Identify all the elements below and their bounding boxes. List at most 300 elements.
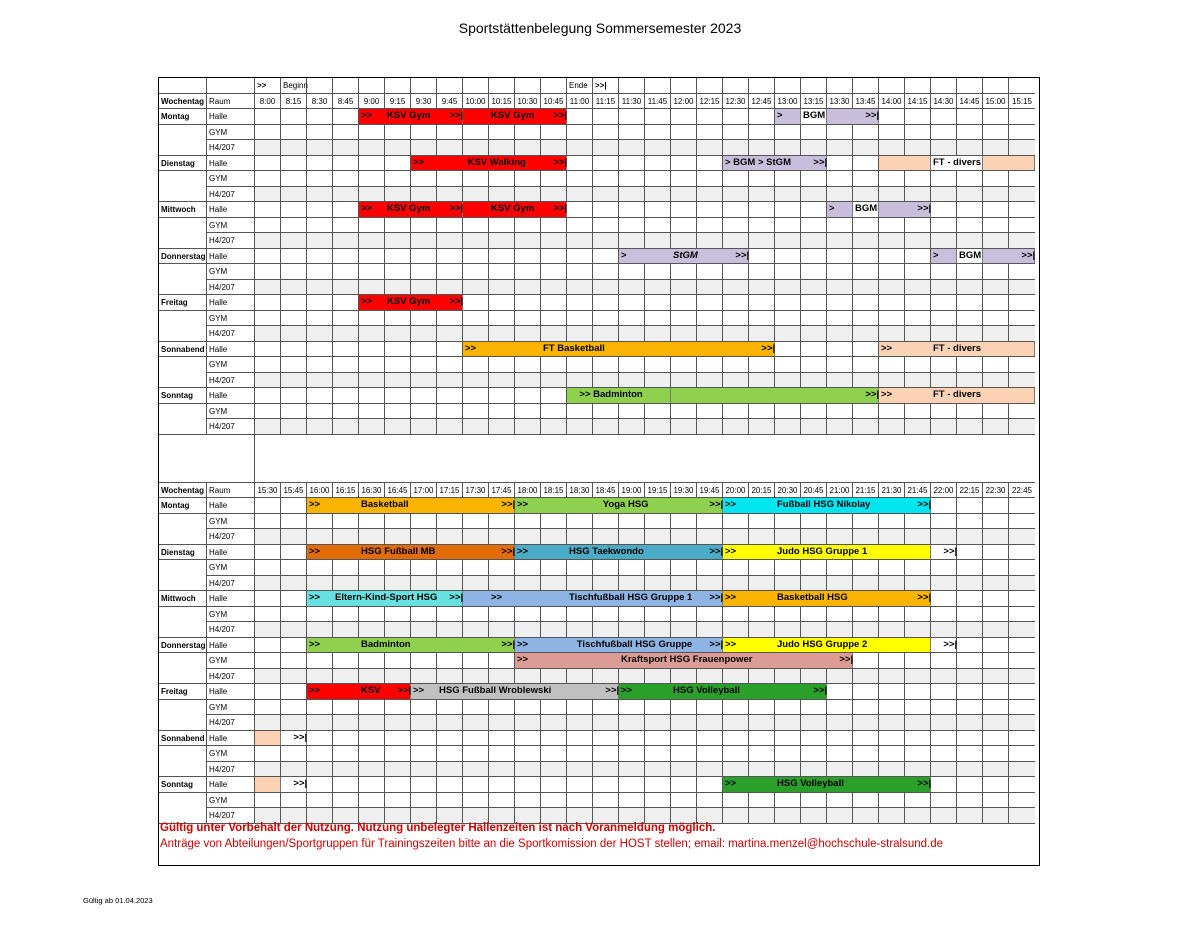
slot-cell — [281, 498, 307, 514]
slot-cell — [307, 156, 333, 172]
slot-cell — [489, 715, 515, 731]
slot-cell — [463, 560, 489, 576]
slot-cell — [411, 140, 437, 156]
room-label: H4/207 — [207, 715, 255, 731]
slot-cell — [1009, 545, 1035, 561]
slot-cell — [567, 140, 593, 156]
slot-cell — [619, 357, 645, 373]
time-header: 19:15 — [645, 483, 671, 499]
slot-cell — [723, 109, 749, 125]
slot-cell — [983, 545, 1009, 561]
slot-cell — [697, 125, 723, 141]
slot-cell — [619, 171, 645, 187]
slot-cell — [463, 576, 489, 592]
room-label: H4/207 — [207, 576, 255, 592]
slot-cell — [567, 700, 593, 716]
slot-cell — [645, 715, 671, 731]
slot-cell — [671, 560, 697, 576]
slot-cell — [281, 576, 307, 592]
slot-cell — [385, 762, 411, 778]
slot-cell — [827, 669, 853, 685]
slot-cell — [957, 808, 983, 824]
slot-cell — [879, 140, 905, 156]
slot-cell — [333, 357, 359, 373]
slot-cell — [645, 357, 671, 373]
slot-cell — [567, 156, 593, 172]
slot-cell — [983, 529, 1009, 545]
slot-cell — [359, 125, 385, 141]
slot-cell — [697, 700, 723, 716]
slot-cell — [879, 529, 905, 545]
slot-cell — [983, 233, 1009, 249]
slot-cell — [515, 171, 541, 187]
slot-cell — [489, 669, 515, 685]
slot-cell — [671, 171, 697, 187]
slot-cell — [879, 357, 905, 373]
slot-cell — [281, 545, 307, 561]
slot-cell — [827, 576, 853, 592]
booking-label: >>| — [917, 499, 932, 510]
slot-cell — [801, 715, 827, 731]
room-label: H4/207 — [207, 808, 255, 824]
slot-cell — [723, 762, 749, 778]
booking-block — [281, 731, 307, 746]
room-label: H4/207 — [207, 419, 255, 435]
slot-cell — [463, 715, 489, 731]
slot-cell — [723, 793, 749, 809]
slot-cell — [333, 762, 359, 778]
slot-cell — [541, 746, 567, 762]
time-header: 18:15 — [541, 483, 567, 499]
slot-cell — [619, 777, 645, 793]
slot-cell — [437, 218, 463, 234]
slot-cell — [827, 746, 853, 762]
time-header: 11:00 — [567, 94, 593, 110]
slot-cell — [515, 793, 541, 809]
slot-cell — [775, 731, 801, 747]
slot-cell — [931, 109, 957, 125]
booking-label: Basketball — [361, 499, 409, 510]
slot-cell — [645, 326, 671, 342]
time-column-cell — [749, 78, 775, 94]
slot-cell — [905, 109, 931, 125]
slot-cell — [905, 684, 931, 700]
booking-label: Kraftsport HSG Frauenpower — [621, 654, 753, 665]
time-header: 14:00 — [879, 94, 905, 110]
slot-cell — [541, 607, 567, 623]
slot-cell — [853, 280, 879, 296]
weekday-blank — [159, 576, 207, 592]
room-label: GYM — [207, 311, 255, 327]
slot-cell — [359, 731, 385, 747]
booking-label: >>| — [501, 638, 516, 650]
slot-cell — [307, 342, 333, 358]
slot-cell — [853, 808, 879, 824]
slot-cell — [515, 404, 541, 420]
slot-cell — [645, 404, 671, 420]
slot-cell — [437, 514, 463, 530]
weekday-blank — [159, 514, 207, 530]
slot-cell — [879, 171, 905, 187]
slot-cell — [957, 607, 983, 623]
slot-cell — [359, 419, 385, 435]
slot-cell — [645, 576, 671, 592]
slot-cell — [567, 715, 593, 731]
slot-cell — [385, 233, 411, 249]
slot-cell — [879, 187, 905, 203]
slot-cell — [775, 715, 801, 731]
slot-cell — [333, 264, 359, 280]
slot-cell — [593, 793, 619, 809]
slot-cell — [515, 777, 541, 793]
slot-cell — [567, 731, 593, 747]
room-header: Raum — [207, 94, 255, 110]
slot-cell — [879, 218, 905, 234]
slot-cell — [983, 140, 1009, 156]
slot-cell — [671, 264, 697, 280]
slot-cell — [359, 326, 385, 342]
slot-cell — [619, 326, 645, 342]
slot-cell — [593, 715, 619, 731]
slot-cell — [281, 218, 307, 234]
slot-cell — [385, 607, 411, 623]
slot-cell — [853, 264, 879, 280]
slot-cell — [983, 793, 1009, 809]
time-column-cell — [1009, 78, 1035, 94]
room-label: Halle — [207, 777, 255, 793]
booking-block — [411, 156, 567, 171]
slot-cell — [1009, 357, 1035, 373]
slot-cell — [697, 731, 723, 747]
slot-cell — [879, 109, 905, 125]
time-header: 15:15 — [1009, 94, 1035, 110]
slot-cell — [411, 311, 437, 327]
booking-label: FT Basketball — [543, 342, 605, 354]
weekday-label: Montag — [159, 498, 207, 514]
slot-cell — [801, 731, 827, 747]
slot-cell — [775, 140, 801, 156]
slot-cell — [411, 342, 437, 358]
slot-cell — [411, 793, 437, 809]
slot-cell — [983, 218, 1009, 234]
slot-cell — [489, 607, 515, 623]
slot-cell — [593, 777, 619, 793]
slot-cell — [723, 218, 749, 234]
slot-cell — [515, 669, 541, 685]
slot-cell — [853, 731, 879, 747]
slot-cell — [463, 746, 489, 762]
slot-cell — [567, 607, 593, 623]
booking-block — [515, 498, 723, 513]
room-header: Raum — [207, 483, 255, 499]
time-header: 20:45 — [801, 483, 827, 499]
slot-cell — [983, 514, 1009, 530]
time-header: 17:45 — [489, 483, 515, 499]
slot-cell — [983, 777, 1009, 793]
slot-cell — [957, 746, 983, 762]
weekday-blank — [159, 653, 207, 669]
room-label: GYM — [207, 125, 255, 141]
slot-cell — [619, 373, 645, 389]
slot-cell — [255, 187, 281, 203]
slot-cell — [749, 793, 775, 809]
booking-label: >> — [309, 592, 321, 603]
slot-cell — [827, 295, 853, 311]
slot-cell — [801, 560, 827, 576]
slot-cell — [749, 109, 775, 125]
slot-cell — [749, 125, 775, 141]
slot-cell — [515, 762, 541, 778]
slot-cell — [723, 808, 749, 824]
slot-cell — [1009, 295, 1035, 311]
slot-cell — [697, 326, 723, 342]
slot-cell — [255, 233, 281, 249]
room-label: Halle — [207, 638, 255, 654]
slot-cell — [437, 560, 463, 576]
slot-cell — [931, 326, 957, 342]
slot-cell — [281, 762, 307, 778]
slot-cell — [749, 233, 775, 249]
slot-cell — [307, 187, 333, 203]
slot-cell — [879, 653, 905, 669]
slot-cell — [957, 171, 983, 187]
slot-cell — [827, 560, 853, 576]
slot-cell — [437, 404, 463, 420]
time-column-cell — [957, 78, 983, 94]
room-label: Halle — [207, 295, 255, 311]
booking-label: FT - divers — [933, 389, 982, 400]
slot-cell — [853, 514, 879, 530]
slot-cell — [255, 715, 281, 731]
slot-cell — [957, 638, 983, 654]
slot-cell — [957, 109, 983, 125]
slot-cell — [749, 560, 775, 576]
slot-cell — [983, 498, 1009, 514]
booking-block — [983, 249, 1035, 264]
slot-cell — [931, 498, 957, 514]
slot-cell — [255, 419, 281, 435]
slot-cell — [619, 140, 645, 156]
slot-cell — [957, 264, 983, 280]
time-header: 14:45 — [957, 94, 983, 110]
slot-cell — [463, 419, 489, 435]
slot-cell — [333, 311, 359, 327]
slot-cell — [281, 280, 307, 296]
slot-cell — [359, 746, 385, 762]
slot-cell — [593, 218, 619, 234]
slot-cell — [333, 202, 359, 218]
slot-cell — [905, 373, 931, 389]
slot-cell — [749, 357, 775, 373]
slot-cell — [931, 808, 957, 824]
slot-cell — [957, 529, 983, 545]
slot-cell — [931, 746, 957, 762]
slot-cell — [489, 793, 515, 809]
slot-cell — [905, 576, 931, 592]
slot-cell — [385, 419, 411, 435]
slot-cell — [255, 576, 281, 592]
booking-label: >>| — [449, 203, 464, 214]
time-header: 20:30 — [775, 483, 801, 499]
slot-cell — [307, 249, 333, 265]
slot-cell — [905, 311, 931, 327]
booking-block — [775, 109, 801, 124]
weekday-blank — [159, 264, 207, 280]
slot-cell — [749, 529, 775, 545]
slot-cell — [905, 326, 931, 342]
slot-cell — [489, 187, 515, 203]
slot-cell — [905, 249, 931, 265]
room-label: GYM — [207, 171, 255, 187]
slot-cell — [359, 171, 385, 187]
weekday-blank — [159, 233, 207, 249]
slot-cell — [957, 545, 983, 561]
weekday-label: Donnerstag — [159, 249, 207, 265]
slot-cell — [905, 622, 931, 638]
slot-cell — [411, 731, 437, 747]
slot-cell — [983, 622, 1009, 638]
booking-label: >>| — [397, 685, 412, 696]
slot-cell — [541, 249, 567, 265]
slot-cell — [255, 109, 281, 125]
slot-cell — [333, 218, 359, 234]
header-blank — [159, 78, 207, 94]
time-column-cell — [645, 78, 671, 94]
slot-cell — [541, 715, 567, 731]
booking-label: >>| — [293, 731, 308, 743]
weekday-blank — [159, 700, 207, 716]
slot-cell — [983, 808, 1009, 824]
slot-cell — [671, 793, 697, 809]
slot-cell — [619, 669, 645, 685]
slot-cell — [333, 700, 359, 716]
booking-label: >> — [309, 545, 321, 557]
slot-cell — [333, 404, 359, 420]
slot-cell — [879, 326, 905, 342]
slot-cell — [333, 109, 359, 125]
booking-label: >>| — [865, 110, 880, 121]
slot-cell — [307, 529, 333, 545]
slot-cell — [281, 793, 307, 809]
slot-cell — [957, 187, 983, 203]
slot-cell — [567, 576, 593, 592]
schedule-table — [158, 77, 1040, 866]
slot-cell — [827, 684, 853, 700]
slot-cell — [697, 419, 723, 435]
booking-block — [671, 388, 879, 403]
slot-cell — [255, 669, 281, 685]
slot-cell — [853, 529, 879, 545]
slot-cell — [619, 109, 645, 125]
slot-cell — [853, 622, 879, 638]
booking-label: KSV Gym — [491, 110, 535, 121]
slot-cell — [723, 514, 749, 530]
slot-cell — [541, 125, 567, 141]
slot-cell — [489, 249, 515, 265]
slot-cell — [333, 607, 359, 623]
slot-cell — [489, 264, 515, 280]
slot-cell — [463, 762, 489, 778]
weekday-blank — [159, 171, 207, 187]
slot-cell — [801, 295, 827, 311]
slot-cell — [255, 560, 281, 576]
room-label: Halle — [207, 109, 255, 125]
slot-cell — [515, 700, 541, 716]
slot-cell — [437, 669, 463, 685]
slot-cell — [697, 746, 723, 762]
time-column-cell — [931, 78, 957, 94]
booking-label: >>| — [605, 685, 620, 696]
slot-cell — [775, 171, 801, 187]
slot-cell — [255, 388, 281, 404]
booking-label: >> — [881, 342, 893, 354]
slot-cell — [255, 249, 281, 265]
slot-cell — [983, 715, 1009, 731]
slot-cell — [359, 576, 385, 592]
slot-cell — [749, 218, 775, 234]
booking-block — [463, 202, 567, 217]
weekday-header: Wochentag — [159, 483, 207, 499]
slot-cell — [697, 295, 723, 311]
slot-cell — [1009, 280, 1035, 296]
slot-cell — [853, 342, 879, 358]
slot-cell — [281, 125, 307, 141]
slot-cell — [411, 777, 437, 793]
slot-cell — [853, 669, 879, 685]
slot-cell — [645, 218, 671, 234]
slot-cell — [541, 560, 567, 576]
booking-label: >>| — [917, 592, 932, 603]
slot-cell — [463, 125, 489, 141]
slot-cell — [1009, 514, 1035, 530]
slot-cell — [957, 125, 983, 141]
slot-cell — [281, 373, 307, 389]
slot-cell — [255, 218, 281, 234]
slot-cell — [645, 280, 671, 296]
booking-block — [931, 156, 983, 171]
slot-cell — [281, 669, 307, 685]
slot-cell — [1009, 326, 1035, 342]
slot-cell — [801, 576, 827, 592]
slot-cell — [879, 560, 905, 576]
slot-cell — [593, 311, 619, 327]
slot-cell — [619, 280, 645, 296]
slot-cell — [437, 140, 463, 156]
slot-cell — [983, 731, 1009, 747]
time-column-cell — [359, 78, 385, 94]
booking-label: >> — [621, 685, 633, 696]
slot-cell — [775, 622, 801, 638]
slot-cell — [437, 715, 463, 731]
slot-cell — [957, 777, 983, 793]
slot-cell — [489, 171, 515, 187]
slot-cell — [827, 280, 853, 296]
slot-cell — [411, 249, 437, 265]
slot-cell — [385, 715, 411, 731]
room-label: H4/207 — [207, 326, 255, 342]
slot-cell — [775, 669, 801, 685]
slot-cell — [931, 700, 957, 716]
slot-cell — [385, 280, 411, 296]
slot-cell — [489, 280, 515, 296]
slot-cell — [957, 514, 983, 530]
slot-cell — [723, 311, 749, 327]
slot-cell — [489, 746, 515, 762]
booking-block — [463, 109, 567, 124]
slot-cell — [749, 731, 775, 747]
slot-cell — [879, 808, 905, 824]
slot-cell — [541, 233, 567, 249]
